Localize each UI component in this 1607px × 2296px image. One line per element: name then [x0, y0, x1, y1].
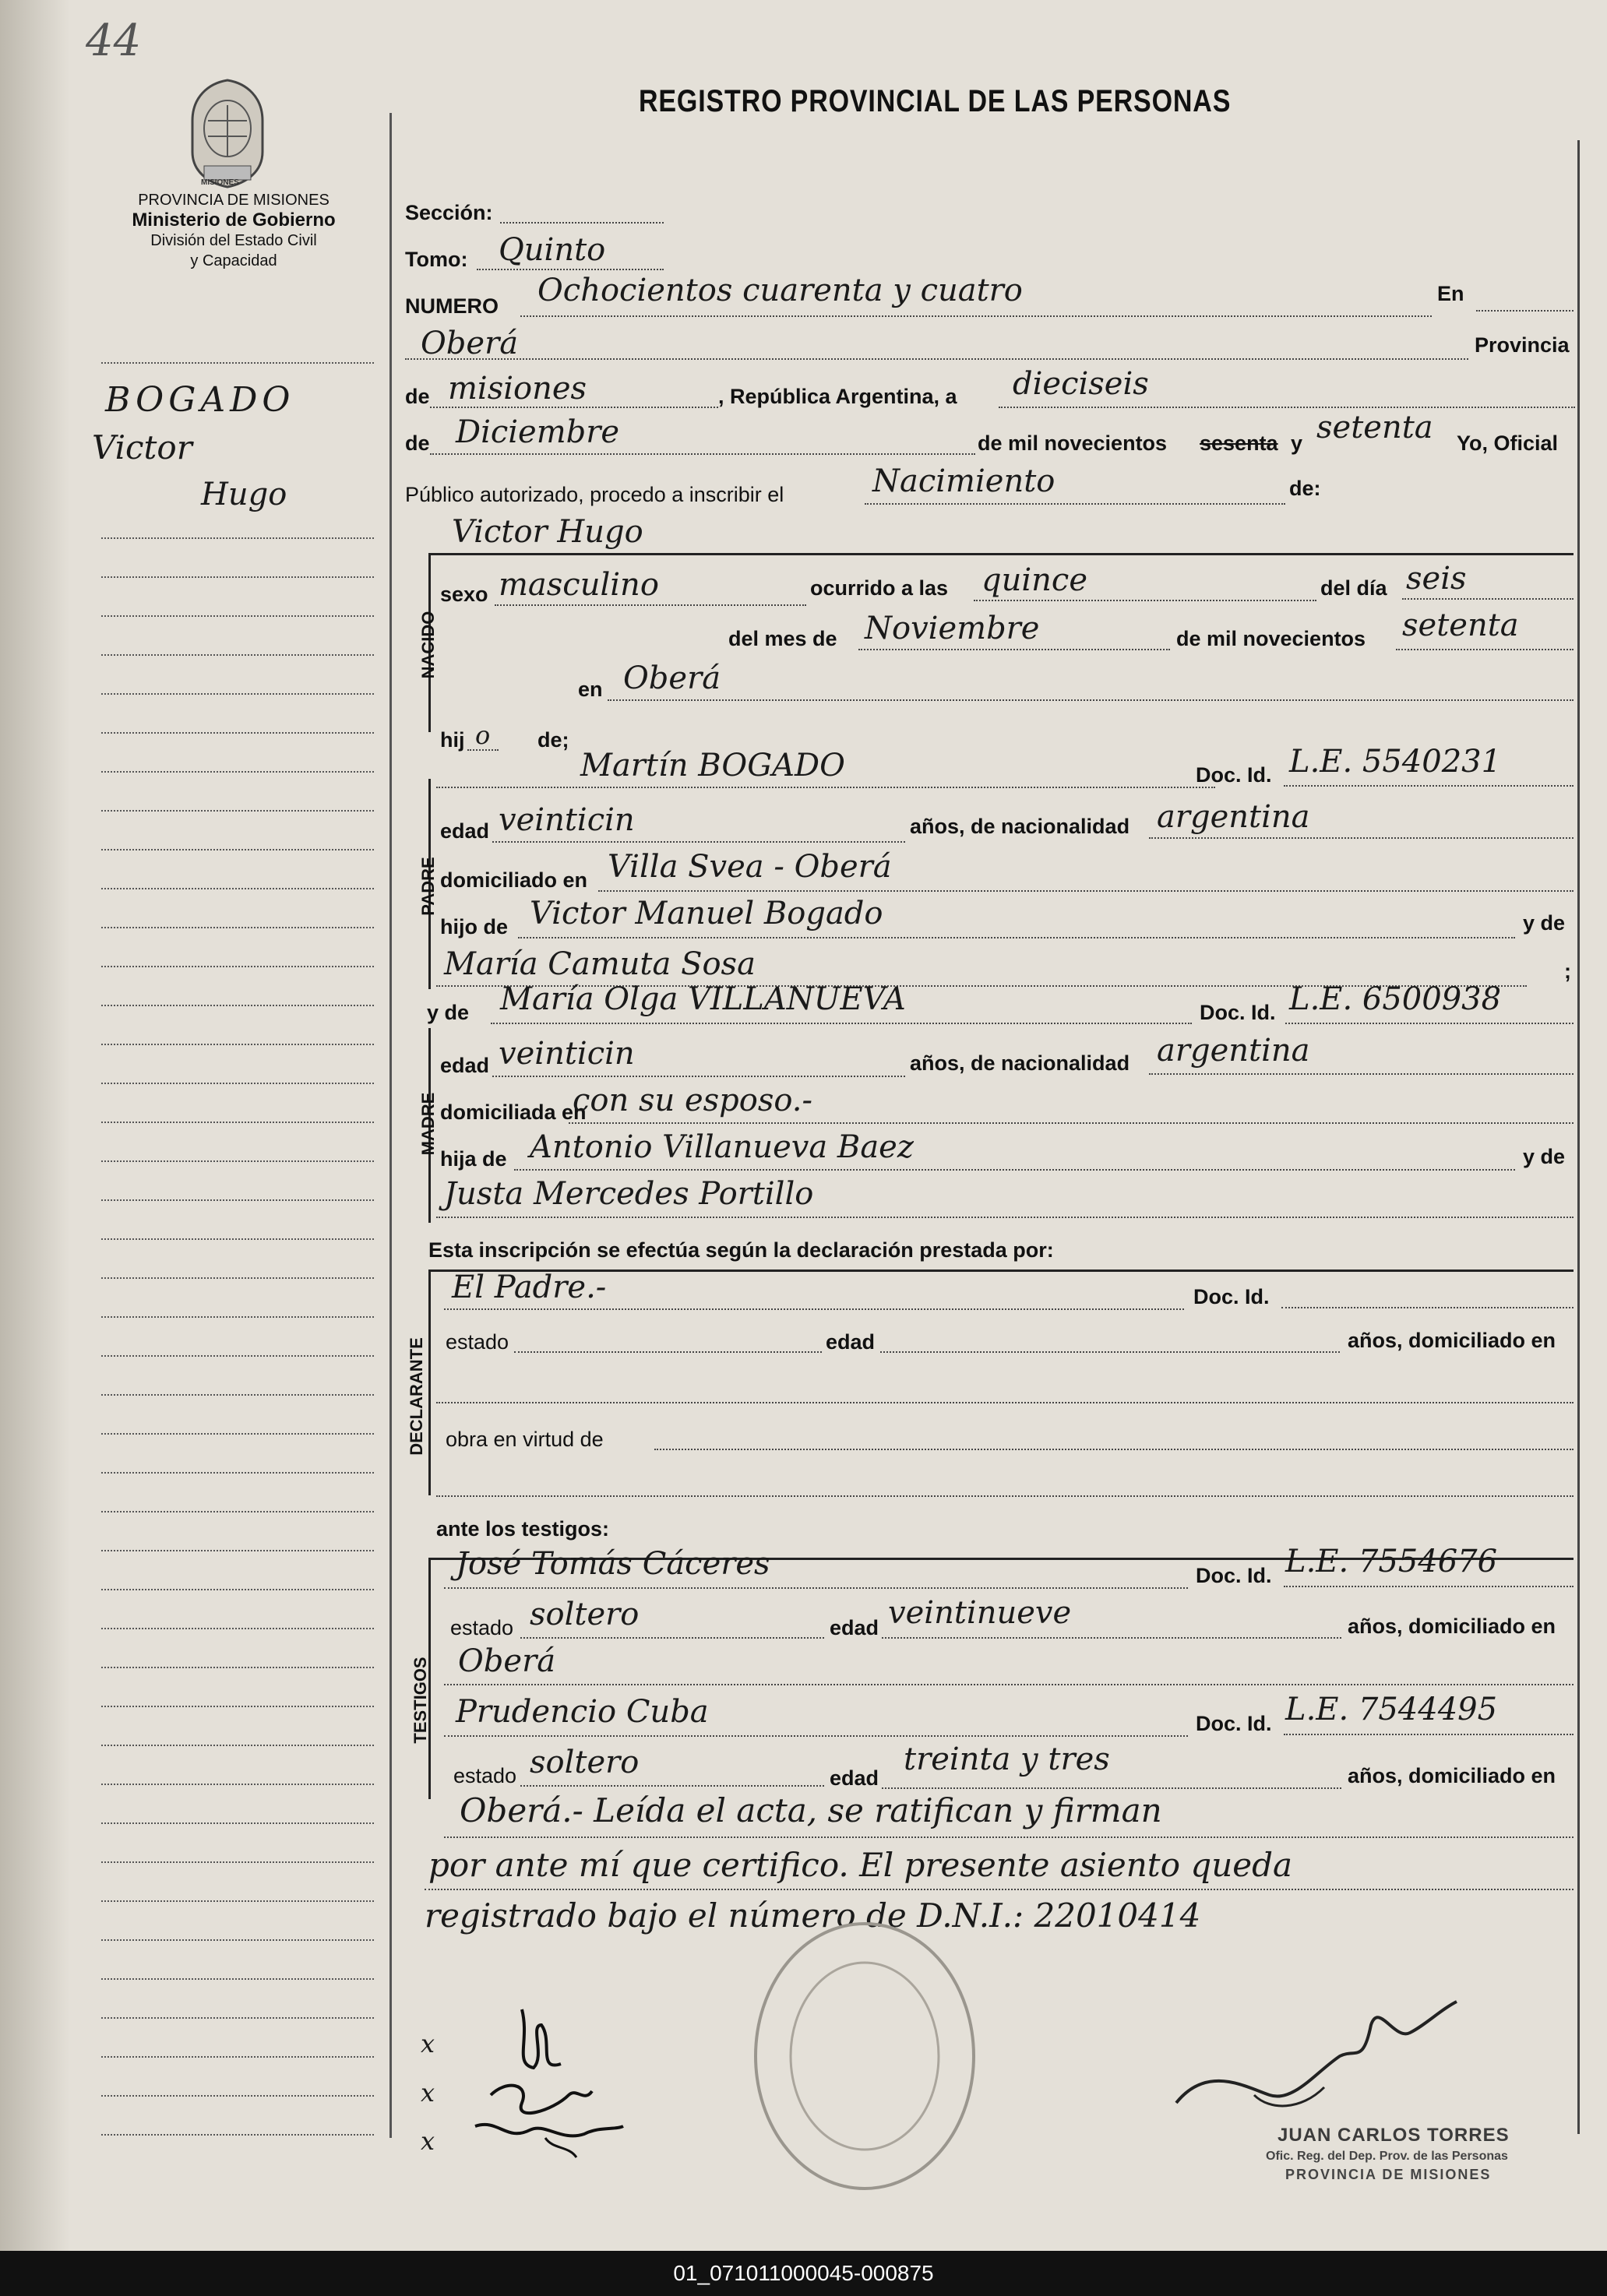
del-dia-label: del día [1320, 576, 1387, 600]
testigo1-dom-value: Oberá [458, 1643, 556, 1679]
testigo1-nombre-value: José Tomás Cáceres [456, 1546, 770, 1582]
testigo2-anos-dom-label: años, domiciliado en [1348, 1764, 1556, 1787]
mil-novecientos-label: de mil novecientos [978, 431, 1168, 455]
issuer-line: PROVINCIA DE MISIONES [138, 192, 330, 209]
madre-anos-nac-label: años, de nacionalidad [910, 1051, 1130, 1075]
republica-label: , República Argentina, a [718, 385, 957, 408]
hora-value: quince [981, 562, 1087, 598]
sexo-value: masculino [499, 567, 659, 603]
publico-label: Público autorizado, procedo a inscribir el [405, 483, 784, 506]
numero-label: NUMERO [405, 294, 499, 318]
closing-line-3: registrado bajo el número de D.N.I.: 22010414 [425, 1896, 1201, 1935]
padre-edad-label: edad [440, 819, 490, 843]
en-label: En [1437, 282, 1464, 305]
padre-edad-value: veinticin [499, 802, 635, 838]
issuer-block [78, 190, 389, 271]
madre-y-de-label: y de [427, 1001, 470, 1024]
en-lower-label: en [578, 678, 603, 701]
margin-separator [389, 113, 392, 2138]
numero-value: Ochocientos cuarenta y cuatro [537, 273, 1023, 308]
signature-mark: x [421, 2029, 435, 2058]
issuer-line: y Capacidad [190, 252, 277, 269]
page-number: 44 [86, 16, 142, 66]
mes-value: Diciembre [456, 414, 620, 450]
margin-surname: BOGADO [105, 380, 295, 420]
testigos-label: ante los testigos: [436, 1517, 610, 1541]
section-declarante: DECLARANTE [407, 1337, 426, 1456]
right-border [1577, 140, 1580, 2134]
madre-nombre-value: María Olga VILLANUEVA [500, 981, 906, 1017]
semicolon-label: ; [1564, 960, 1571, 983]
padre-hijo-de-value-1: Victor Manuel Bogado [530, 896, 883, 931]
testigo2-estado-label: estado [453, 1764, 517, 1787]
padre-nac-value: argentina [1157, 799, 1310, 835]
margin-given-name: Hugo [201, 477, 287, 512]
anio-value: setenta [1316, 410, 1433, 445]
padre-anos-nac-label: años, de nacionalidad [910, 815, 1130, 838]
testigo1-edad-value: veintinueve [888, 1595, 1072, 1631]
hij-suffix-value: o [475, 720, 491, 750]
obra-label: obra en virtud de [446, 1428, 604, 1451]
testigo1-estado-value: soltero [530, 1597, 640, 1632]
de-mil-nov-label: de mil novecientos [1176, 627, 1366, 650]
de-semi-label: de; [537, 728, 569, 752]
lugar-nac-value: Oberá [623, 660, 721, 696]
de-colon-label: de: [1289, 477, 1321, 500]
del-mes-label: del mes de [728, 627, 837, 650]
page-title: REGISTRO PROVINCIAL DE LAS PERSONAS [639, 84, 1232, 118]
sexo-label: sexo [440, 583, 488, 606]
testigo1-doc-label: Doc. Id. [1196, 1564, 1272, 1587]
testigo1-doc-value: L.E. 7554676 [1285, 1544, 1498, 1579]
declarante-doc-label: Doc. Id. [1193, 1285, 1270, 1308]
padre-doc-label: Doc. Id. [1196, 763, 1272, 787]
stamp-province: PROVINCIA DE MISIONES [1285, 2167, 1492, 2182]
y-label: y [1291, 431, 1303, 455]
padre-dom-value: Villa Svea - Oberá [608, 849, 892, 885]
testigo2-edad-label: edad [830, 1766, 879, 1790]
padre-nombre-value: Martín BOGADO [580, 748, 845, 784]
ocurrido-label: ocurrido a las [810, 576, 949, 600]
closing-line-1: Oberá.- Leída el acta, se ratifican y firman [460, 1791, 1162, 1829]
declarante-value: El Padre.- [452, 1269, 607, 1305]
hij-label: hij [440, 728, 465, 752]
padre-hijo-de-value-2: María Camuta Sosa [444, 946, 756, 982]
de-label: de [405, 385, 430, 408]
padre-dom-label: domiciliado en [440, 868, 588, 892]
en-value: Oberá [421, 326, 519, 361]
margin-given-name: Victor [92, 428, 192, 467]
witness-signatures [460, 1994, 647, 2165]
tomo-label: Tomo: [405, 248, 468, 271]
provincial-seal [181, 74, 274, 191]
madre-doc-label: Doc. Id. [1200, 1001, 1276, 1024]
declarante-bracket [428, 1269, 431, 1495]
sesenta-struck: sesenta [1200, 431, 1278, 455]
de-label: de [405, 431, 430, 455]
madre-hija-de-value-1: Antonio Villanueva Baez [530, 1129, 914, 1165]
closing-line-2: por ante mí que certifico. El presente asiento queda [428, 1846, 1293, 1884]
madre-hija-de-value-2: Justa Mercedes Portillo [444, 1176, 814, 1212]
tomo-value: Quinto [499, 232, 606, 268]
yo-oficial-label: Yo, Oficial [1457, 431, 1559, 455]
seccion-label: Sección: [405, 201, 493, 224]
dia-value: dieciseis [1013, 366, 1149, 402]
testigo2-edad-value: treinta y tres [904, 1741, 1110, 1777]
stamp-name: JUAN CARLOS TORRES [1277, 2125, 1510, 2146]
section-nacido: NACIDO [418, 611, 438, 679]
issuer-line: División del Estado Civil [150, 232, 317, 249]
signature-mark: x [421, 2078, 435, 2108]
testigo2-estado-value: soltero [530, 1745, 640, 1780]
declarante-anos-dom-label: años, domiciliado en [1348, 1329, 1556, 1352]
padre-y-de-label: y de [1523, 911, 1566, 935]
testigo1-anos-dom-label: años, domiciliado en [1348, 1615, 1556, 1638]
acto-value: Nacimiento [872, 463, 1055, 499]
stamp-title: Ofic. Reg. del Dep. Prov. de las Personas [1266, 2150, 1508, 2163]
testigo2-nombre-value: Prudencio Cuba [456, 1694, 709, 1730]
madre-y-de-label-2: y de [1523, 1145, 1566, 1168]
nombre-value: Victor Hugo [452, 514, 643, 550]
madre-edad-label: edad [440, 1054, 490, 1077]
official-signature [1161, 1978, 1472, 2134]
testigo1-estado-label: estado [450, 1616, 514, 1639]
madre-hija-de-label: hija de [440, 1147, 507, 1171]
seal-label: MISIONES [201, 178, 239, 187]
padre-doc-value: L.E. 5540231 [1289, 744, 1502, 780]
madre-dom-value: con su esposo.- [573, 1083, 812, 1118]
provincia-label: Provincia [1475, 333, 1570, 357]
madre-doc-value: L.E. 6500938 [1289, 981, 1502, 1017]
official-stamp [748, 1916, 981, 2196]
declaracion-label: Esta inscripción se efectúa según la declaración prestada por: [428, 1238, 1054, 1262]
madre-nac-value: argentina [1157, 1033, 1310, 1069]
issuer-line: Ministerio de Gobierno [132, 210, 336, 231]
madre-edad-value: veinticin [499, 1036, 635, 1072]
image-caption: 01_071011000045-000875 [0, 2251, 1607, 2296]
section-testigos: TESTIGOS [411, 1657, 430, 1744]
anio-nac-value: setenta [1402, 607, 1519, 643]
section-madre: MADRE [418, 1092, 438, 1156]
padre-hijo-de-label: hijo de [440, 915, 508, 938]
madre-dom-label: domiciliada en [440, 1100, 587, 1124]
declarante-edad-label: edad [826, 1330, 876, 1354]
testigo2-doc-label: Doc. Id. [1196, 1712, 1272, 1735]
signature-mark: x [421, 2126, 435, 2156]
testigo2-doc-value: L.E. 7544495 [1285, 1692, 1498, 1727]
section-padre: PADRE [418, 857, 438, 916]
mes-nac-value: Noviembre [865, 611, 1040, 646]
dia-nac-value: seis [1406, 561, 1467, 597]
declarante-estado-label: estado [446, 1330, 509, 1354]
testigo1-edad-label: edad [830, 1616, 879, 1639]
provincia-value: misiones [448, 371, 587, 407]
